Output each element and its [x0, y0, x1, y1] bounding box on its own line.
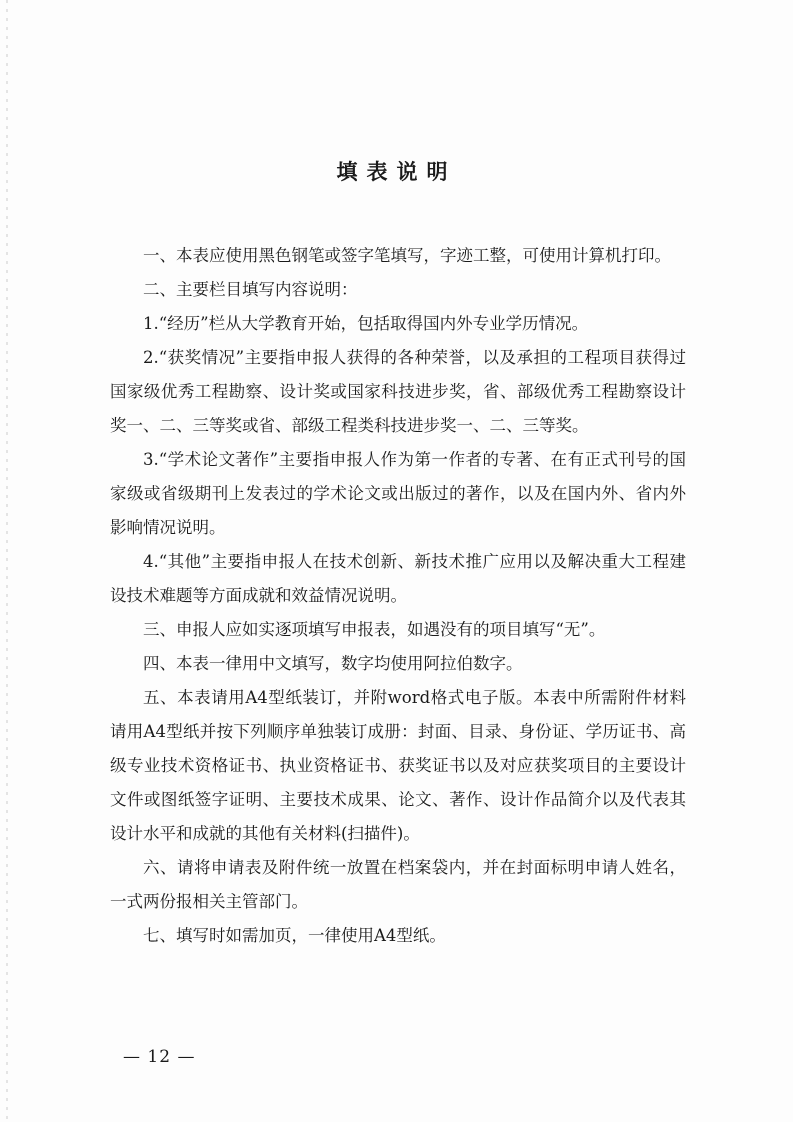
instruction-paragraph-2-3: 3.“学术论文著作”主要指申报人作为第一作者的专著、在有正式刊号的国家级或省级期刊上发表过的学术论文或出版过的著作，以及在国内外、省内外影响情况说明。	[110, 450, 686, 537]
instruction-paragraph-7: 七、填写时如需加页，一律使用A4型纸。	[143, 926, 446, 945]
instruction-paragraph-6: 六、请将申请表及附件统一放置在档案袋内，并在封面标明申请人姓名，一式两份报相关主管部门。	[110, 858, 686, 911]
instruction-paragraph-5: 五、本表请用A4型纸装订，并附word格式电子版。本表中所需附件材料请用A4型纸并按下列顺序单独装订成册：封面、目录、身份证、学历证书、高级专业技术资格证书、执业资格证书、获奖证书以及对应获奖项目的主要设计文件或图纸签字证明、主要技术成果、论文、著作、设计作品简介以及代表其设计水平和成就的其他有关材料(扫描件)。	[110, 688, 686, 843]
instruction-paragraph-1: 一、本表应使用黑色钢笔或签字笔填写，字迹工整，可使用计算机打印。	[143, 246, 671, 265]
instruction-paragraph-2-4: 4.“其他”主要指申报人在技术创新、新技术推广应用以及解决重大工程建设技术难题等方面成就和效益情况说明。	[110, 552, 686, 605]
instructions-body	[110, 239, 686, 953]
instruction-paragraph-3: 三、申报人应如实逐项填写申报表，如遇没有的项目填写“无”。	[143, 620, 606, 639]
page-number: — 12 —	[123, 1047, 196, 1067]
page-title: 填表说明	[336, 160, 457, 184]
instruction-paragraph-4: 四、本表一律用中文填写，数字均使用阿拉伯数字。	[143, 654, 523, 673]
instruction-paragraph-2-1: 1.“经历”栏从大学教育开始，包括取得国内外专业学历情况。	[143, 314, 589, 333]
instruction-paragraph-2-2: 2.“获奖情况”主要指申报人获得的各种荣誉，以及承担的工程项目获得过国家级优秀工程勘察、设计奖或国家科技进步奖，省、部级优秀工程勘察设计奖一、二、三等奖或省、部级工程类科技进步奖一、二、三等奖。	[110, 348, 686, 435]
instruction-paragraph-2: 二、主要栏目填写内容说明：	[143, 280, 358, 299]
